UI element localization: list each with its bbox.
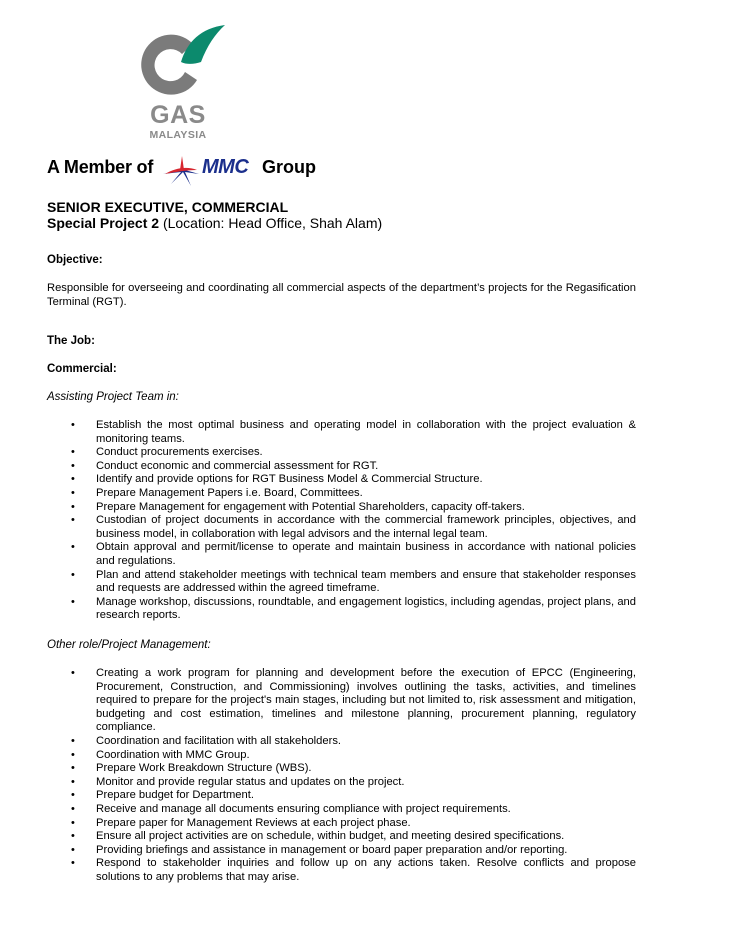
list-item-text: Ensure all project activities are on schedule, within budget, and meeting desired specifications. <box>96 830 565 843</box>
list-item-text: Conduct economic and commercial assessment for RGT. <box>96 459 379 472</box>
list-item <box>47 830 636 844</box>
bullet-icon: • <box>71 775 75 788</box>
list-item-text: Identify and provide options for RGT Business Model & Commercial Structure. <box>96 473 483 486</box>
member-suffix: Group <box>262 157 316 177</box>
bullet-icon: • <box>71 857 75 870</box>
commercial-subheading: Assisting Project Team in: <box>47 391 179 403</box>
list-item <box>47 596 636 623</box>
list-item-text: Plan and attend stakeholder meetings with technical team members and ensure that stakeholder responses and requests are addressed within the agreed timeframe. <box>96 568 636 595</box>
logo-word: GAS <box>150 101 206 129</box>
member-prefix: A Member of <box>47 157 154 177</box>
list-item <box>47 473 636 487</box>
list-item-text: Prepare Work Breakdown Structure (WBS). <box>96 762 312 775</box>
list-item-text: Providing briefings and assistance in management or board paper preparation and/or reporting. <box>96 843 568 856</box>
job-title: SENIOR EXECUTIVE, COMMERCIAL <box>47 199 289 215</box>
list-item-text: Custodian of project documents in accordance with the commercial framework principles, objectives, and business model, in collaboration with legal advisors and the internal legal team. <box>96 514 636 540</box>
list-item <box>47 857 636 884</box>
list-item-text: Establish the most optimal business and operating model in collaboration with the project evaluation & monitoring teams. <box>96 419 636 445</box>
objective-text: Responsible for overseeing and coordinating all commercial aspects of the department’s projects for the Regasification Terminal (RGT). <box>47 282 636 308</box>
list-item-text: Creating a work program for planning and development before the execution of EPCC (Engineering, Procurement, Construction, and Commissioning) involves outlining the tasks, activities, and timelines required to prepare for the project's main stages, including but not limited to, risk assessment and mitigation, budgeting and cost estimation, timelines and milestone planning, procurement planning, regulatory compliance. <box>96 667 636 734</box>
list-item <box>47 776 636 790</box>
bullet-icon: • <box>71 568 75 581</box>
list-item-text: Receive and manage all documents ensuring compliance with project requirements. <box>96 802 511 815</box>
list-item <box>47 569 636 596</box>
list-item <box>47 667 636 735</box>
bullet-icon: • <box>71 419 75 431</box>
list-item-text: Prepare budget for Department. <box>96 789 254 802</box>
bullet-icon: • <box>71 541 75 554</box>
list-item <box>47 541 636 568</box>
bullet-icon: • <box>71 734 75 747</box>
bullet-icon: • <box>71 667 75 679</box>
bullet-icon: • <box>71 843 75 856</box>
bullet-icon: • <box>71 762 75 775</box>
list-item <box>47 762 636 776</box>
list-item-text: Monitor and provide regular status and updates on the project. <box>96 775 405 788</box>
commercial-heading: Commercial: <box>47 363 117 375</box>
logo-subword: MALAYSIA <box>149 129 207 141</box>
job-heading: The Job: <box>47 335 95 347</box>
bullet-icon: • <box>71 514 75 527</box>
other-subheading: Other role/Project Management: <box>47 639 211 651</box>
bullet-icon: • <box>71 748 75 761</box>
bullet-icon: • <box>71 595 75 608</box>
list-item-text: Coordination and facilitation with all stakeholders. <box>96 734 342 747</box>
list-item-text: Conduct procurements exercises. <box>96 446 263 459</box>
bullet-icon: • <box>71 473 75 486</box>
bullet-icon: • <box>71 789 75 802</box>
project-name: Special Project 2 <box>47 215 160 231</box>
bullet-icon: • <box>71 459 75 472</box>
list-item <box>47 501 636 515</box>
list-item-text: Manage workshop, discussions, roundtable, and engagement logistics, including agendas, project plans, and research reports. <box>96 595 636 622</box>
bullet-icon: • <box>71 802 75 815</box>
project-location: (Location: Head Office, Shah Alam) <box>159 215 383 231</box>
list-item <box>47 735 636 749</box>
bullet-icon: • <box>71 830 75 843</box>
list-item-text: Obtain approval and permit/license to operate and maintain business in accordance with national policies and regulations. <box>96 541 636 567</box>
gas-malaysia-logo-mark <box>135 22 230 102</box>
bullet-icon: • <box>71 500 75 513</box>
list-item <box>47 419 636 446</box>
bullet-icon: • <box>71 446 75 459</box>
list-item <box>47 446 636 460</box>
mmc-star-icon <box>161 152 201 188</box>
list-item <box>47 487 636 501</box>
list-item-text: Prepare Management Papers i.e. Board, Committees. <box>96 486 363 499</box>
commercial-list <box>47 419 636 623</box>
list-item <box>47 803 636 817</box>
project-management-list <box>47 667 636 885</box>
list-item <box>47 817 636 831</box>
list-item <box>47 844 636 858</box>
mmc-brand: MMC <box>202 156 249 178</box>
list-item-text: Coordination with MMC Group. <box>96 748 250 761</box>
project-line <box>47 215 382 231</box>
list-item-text: Prepare paper for Management Reviews at each project phase. <box>96 816 411 829</box>
gas-malaysia-logo <box>135 22 230 147</box>
bullet-icon: • <box>71 486 75 499</box>
list-item-text: Prepare Management for engagement with Potential Shareholders, capacity off-takers. <box>96 500 525 513</box>
list-item <box>47 460 636 474</box>
objective-heading: Objective: <box>47 254 103 266</box>
bullet-icon: • <box>71 816 75 829</box>
list-item-text: Respond to stakeholder inquiries and follow up on any actions taken. Resolve conflicts and propose solutions to any problems that may arise. <box>96 857 636 883</box>
list-item <box>47 514 636 541</box>
list-item <box>47 749 636 763</box>
member-of-line <box>47 152 347 188</box>
list-item <box>47 789 636 803</box>
